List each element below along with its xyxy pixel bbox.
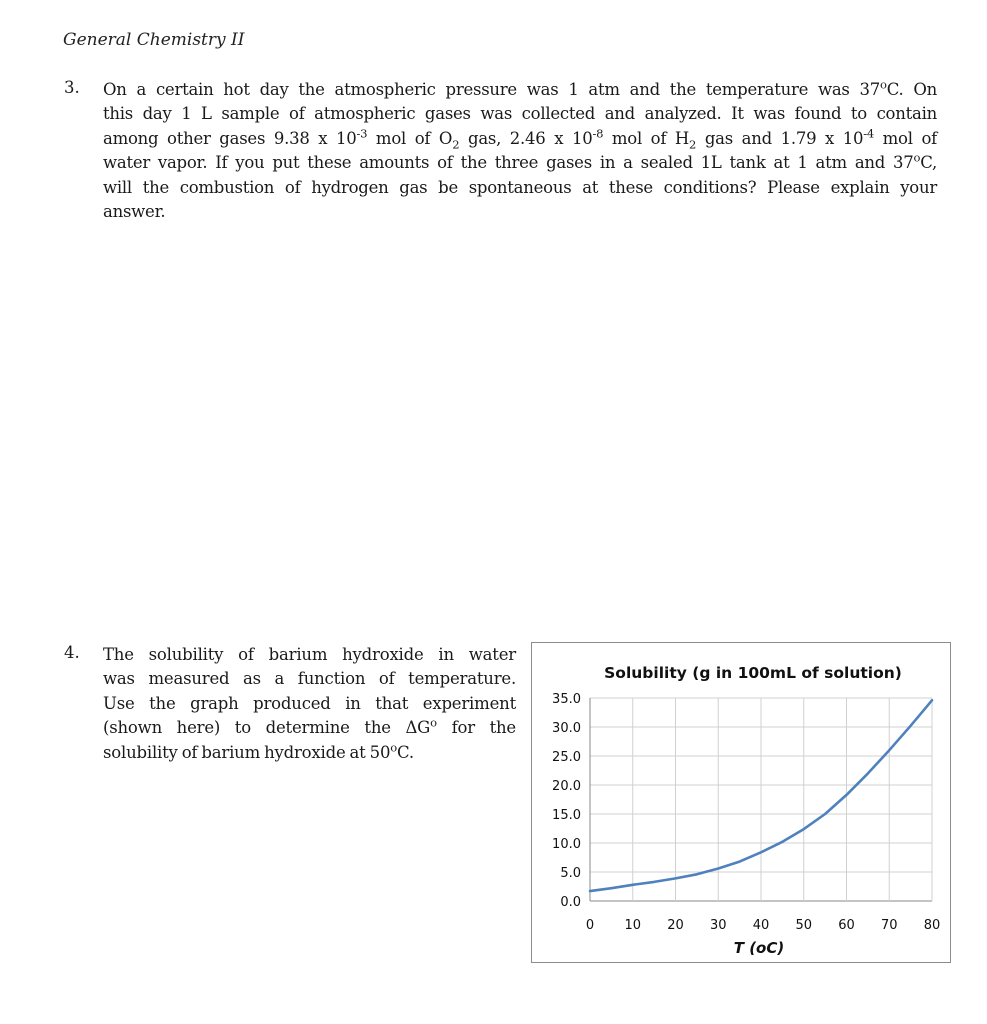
y-tick-label: 25.0 bbox=[552, 750, 581, 765]
text-line: The solubility of barium hydroxide in water bbox=[103, 645, 516, 664]
chart-grid bbox=[590, 698, 932, 901]
text-line: water vapor. If you put these amounts of the three gases in a sealed 1L tank at 1 atm and 37$^o$C, bbox=[103, 150, 937, 173]
solubility-chart bbox=[531, 642, 951, 963]
course-header: General Chemistry II bbox=[63, 30, 245, 50]
text-line: was measured as a function of temperature. bbox=[103, 669, 516, 689]
y-tick-label: 30.0 bbox=[552, 721, 581, 736]
y-tick-label: 15.0 bbox=[552, 808, 581, 823]
chart-title: Solubility (g in 100mL of solution) bbox=[604, 664, 902, 682]
question-3-number: 3. bbox=[64, 78, 80, 97]
y-tick-label: 20.0 bbox=[552, 779, 581, 794]
question-3-text bbox=[103, 78, 937, 224]
question-4-number: 4. bbox=[64, 643, 80, 662]
text-line: will the combustion of hydrogen gas be spontaneous at these conditions? Please explain your bbox=[103, 177, 937, 197]
x-tick-label: 30 bbox=[709, 918, 727, 933]
text-line: among other gases 9.38 x $10^{-3}$ mol of $O_2$ gas, 2.46 x $10^{-8}$ mol of $H_2$ gas and 1.79 x $10^{-4}$ mol of bbox=[103, 126, 937, 152]
y-tick-label: 0.0 bbox=[560, 895, 581, 910]
x-tick-label: 60 bbox=[838, 918, 855, 933]
x-tick-label: 10 bbox=[624, 918, 642, 933]
y-tick-label: 5.0 bbox=[560, 866, 581, 881]
x-tick-label: 0 bbox=[585, 918, 595, 933]
y-tick-label: 10.0 bbox=[552, 837, 581, 852]
x-axis-label: T (oC) bbox=[733, 939, 785, 957]
y-axis-ticks bbox=[552, 692, 581, 910]
text-line: solubility of barium hydroxide at 50$^o$C. bbox=[103, 740, 414, 762]
text-line: (shown here) to determine the $\Delta G^o$ for the bbox=[103, 715, 516, 738]
x-tick-label: 80 bbox=[923, 918, 941, 933]
x-tick-label: 50 bbox=[795, 918, 813, 933]
x-tick-label: 70 bbox=[880, 918, 898, 933]
chart-svg bbox=[532, 643, 949, 961]
text-line: this day 1 L sample of atmospheric gases was collected and analyzed. It was found to contain bbox=[103, 104, 937, 124]
x-tick-label: 20 bbox=[667, 918, 684, 933]
text-line: Use the graph produced in that experiment bbox=[103, 693, 516, 713]
question-4-text bbox=[103, 643, 516, 765]
text-line: On a certain hot day the atmospheric pressure was 1 atm and the temperature was 37$^o$C. On bbox=[103, 77, 937, 99]
x-tick-label: 40 bbox=[752, 918, 770, 933]
x-axis-ticks bbox=[586, 918, 940, 933]
y-tick-label: 35.0 bbox=[552, 692, 581, 707]
text-line: answer. bbox=[103, 202, 166, 222]
